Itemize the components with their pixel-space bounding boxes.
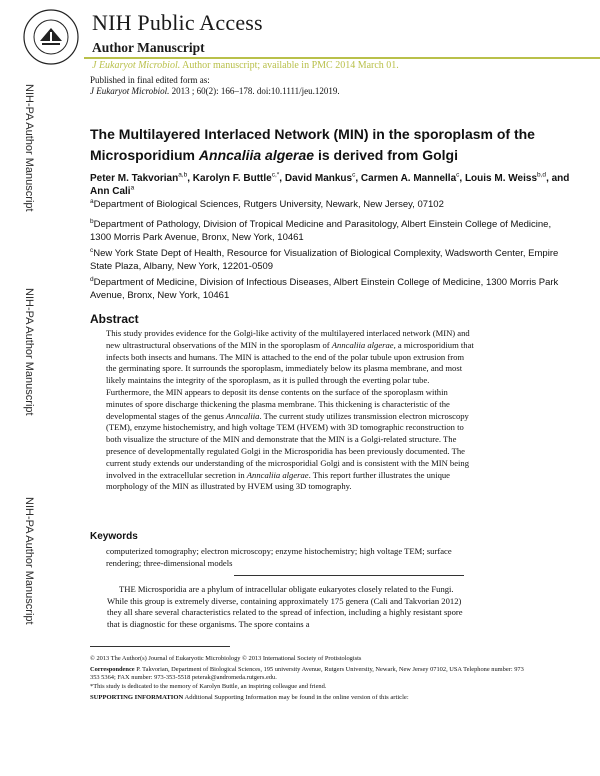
affiliation: $^a$Department of Biological Sciences, Rutgers University, Newark, New Jersey, 07102 — [90, 197, 444, 210]
affiliation: $^d$Department of Medicine, Division of Infectious Diseases, Albert Einstein College of Medicine, 1300 Morris Park Avenue, Bronx, New York, 10461 — [90, 275, 559, 301]
published-label: Published in final edited form as: — [90, 75, 210, 85]
author-manuscript-subtitle: Author Manuscript — [92, 40, 205, 55]
author: Ann Cali — [90, 186, 131, 197]
nih-logo — [22, 8, 80, 66]
citation: J Eukaryot Microbiol. 2013 ; 60(2): 166–178. doi:10.1111/jeu.12019. — [90, 86, 340, 96]
author: Louis M. Weiss — [464, 173, 538, 184]
side-label-manuscript: NIH-PA Author Manuscript — [23, 84, 35, 212]
correspondence-note: Correspondence P. Takvorian, Department of Biological Sciences, 195 university Avenue, Rutgers University, Newark, New Jersey 07102, USA Telephone number: 973 353 5364; FAX number: 973-353-5518 peterak@andromeda.rutgers.edu. — [90, 666, 524, 682]
author: David Mankus — [284, 173, 353, 184]
affiliation: $^c$New York State Dept of Health, Resource for Visualization of Biological Complexity, Wadsworth Center, Empire State Plaza, Albany, New York, 12201-0509 — [90, 246, 559, 272]
side-label-manuscript: NIH-PA Author Manuscript — [23, 288, 35, 416]
body-paragraph: THE Microsporidia are a phylum of intracellular obligate eukaryotes closely related to the Fungi. While this group is extremely diverse, containing approximately 175 genera (Cali and Takvorian 2012) they all share several characteristics related to the spread of infection, including a highly resistant spore that is diagnostic for these organisms. The spore contains a — [107, 584, 463, 629]
copyright-note: © 2013 The Author(s) Journal of Eukaryotic Microbiology © 2013 International Society of Protistologists — [90, 655, 362, 662]
nih-public-access-title: NIH Public Access — [92, 10, 263, 35]
keywords-text: computerized tomography; electron microscopy; enzyme histochemistry; high voltage TEM; surface rendering; three-dimensional models — [106, 546, 452, 568]
supporting-info-note: SUPPORTING INFORMATION Additional Supporting Information may be found in the online version of this article: — [90, 694, 409, 701]
footnote-rule — [90, 646, 230, 647]
availability-note: J Eukaryot Microbiol. Author manuscript; available in PMC 2014 March 01. — [92, 60, 399, 71]
header-rule — [84, 57, 600, 59]
affiliation: $^b$Department of Pathology, Division of Tropical Medicine and Parasitology, Albert Einstein College of Medicine, 1300 Morris Park Avenue, Bronx, New York, 10461 — [90, 217, 552, 243]
dedication-note: *This study is dedicated to the memory of Karolyn Buttle, an inspiring colleague and friend. — [90, 683, 327, 690]
author: Peter M. Takvorian — [90, 173, 179, 184]
section-divider — [234, 575, 464, 576]
keywords-heading: Keywords — [90, 531, 138, 542]
paper-title: The Multilayered Interlaced Network (MIN) in the sporoplasm of the Microsporidium Anncaliia algerae is derived from Golgi — [90, 126, 535, 163]
author: Carmen A. Mannella — [360, 173, 457, 184]
author-list: Peter M. Takvorian$^{a,b}$, Karolyn F. Buttle$^{c,*}$, David Mankus$^c$, Carmen A. Mannella$^c$, Louis M. Weiss$^{b,d}$, and Ann Cali$^a$ — [90, 171, 570, 197]
side-label-manuscript: NIH-PA Author Manuscript — [23, 497, 35, 625]
author: Karolyn F. Buttle — [192, 173, 272, 184]
abstract-heading: Abstract — [90, 312, 139, 326]
abstract-text: This study provides evidence for the Golgi-like activity of the multilayered interlaced network (MIN) and new ultrastructural observations of the MIN in the sporoplasm of Anncaliia algerae, a microsporidium that infects both insects and humans. The MIN is attached to the end of the polar tubule upon extrusion from the germinating spore. It surrounds the sporoplasm, immediately below its plasma membrane, and most likely maintains the integrity of the sporoplasm, as it is pulled through the everting polar tube. Furthermore, the MIN appears to deposit its dense contents on the surface of the sporoplasm within minutes of spore discharge thickening the plasma membrane. This thickening is characteristic of the developmental stages of the genus Anncaliia. The current study utilizes transmission electron microscopy (TEM), enzyme histochemistry, and high voltage TEM (HVEM) with 3D tomographic reconstruction to both visualize the structure of the MIN and demonstrate that the MIN is a Golgi-related structure. The presence of developmentally regulated Golgi in the Microsporidia has been previously documented. The current study extends our understanding of the microsporidial Golgi and is consistent with the MIN being involved in the extracellular secretion in Anncaliia algerae. This report further illustrates the unique morphology of the MIN as illustrated by HVEM using 3D tomography. — [106, 328, 474, 492]
